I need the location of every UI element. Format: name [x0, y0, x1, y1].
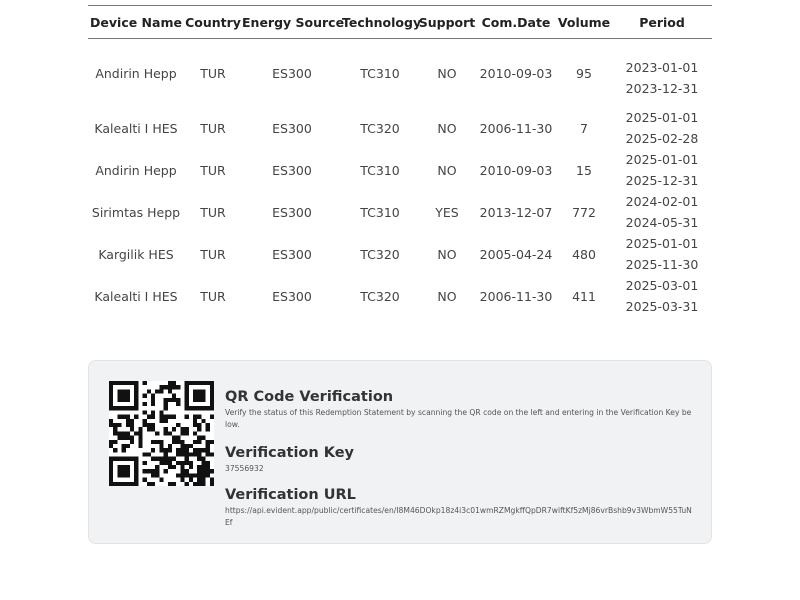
column-header: Energy Source: [242, 14, 345, 30]
column-header: Device Name: [90, 14, 182, 30]
device-name-cell: Kargilik HES: [98, 246, 174, 262]
period-start: 2023-01-01: [625, 60, 699, 75]
country-cell: TUR: [200, 204, 226, 220]
period-start: 2025-01-01: [625, 152, 699, 167]
technology-cell: TC320: [360, 288, 400, 304]
verification-url-block: [225, 487, 693, 529]
period-start: 2024-02-01: [625, 194, 699, 209]
support-cell: NO: [437, 162, 457, 178]
period-cell: [612, 275, 712, 317]
volume-cell: 772: [572, 204, 596, 220]
country-cell: TUR: [200, 246, 226, 262]
technology-cell: TC310: [360, 204, 400, 220]
period-cell: [612, 233, 712, 275]
com-date-cell: 2010-09-03: [479, 162, 553, 178]
com-date-cell: 2013-12-07: [479, 204, 553, 220]
volume-cell: 480: [572, 246, 596, 262]
support-cell: YES: [435, 204, 459, 220]
support-cell: NO: [437, 120, 457, 136]
volume-cell: 411: [572, 288, 596, 304]
period-end: 2025-11-30: [625, 257, 699, 272]
energy-source-cell: ES300: [272, 120, 312, 136]
device-name-cell: Sirimtas Hepp: [91, 204, 181, 220]
country-cell: TUR: [200, 65, 226, 81]
verification-key-title: Verification Key: [225, 445, 355, 461]
device-name-cell: Kalealti I HES: [94, 120, 178, 136]
device-table: [88, 5, 712, 317]
support-cell: NO: [437, 65, 457, 81]
table-row: [88, 149, 712, 191]
period-end: 2025-03-31: [625, 299, 699, 314]
energy-source-cell: ES300: [272, 288, 312, 304]
table-row: [88, 107, 712, 149]
period-end: 2023-12-31: [625, 81, 699, 96]
com-date-cell: 2010-09-03: [479, 65, 553, 81]
table-row: [88, 191, 712, 233]
energy-source-cell: ES300: [272, 204, 312, 220]
device-name-cell: Andirin Hepp: [95, 65, 177, 81]
com-date-cell: 2006-11-30: [479, 120, 553, 136]
device-table-container: [88, 5, 712, 317]
qr-verification-block: [225, 389, 693, 431]
technology-cell: TC310: [360, 162, 400, 178]
technology-cell: TC310: [360, 65, 400, 81]
column-header: Period: [639, 14, 685, 30]
verification-key-value: 37556932: [225, 464, 264, 473]
column-header: Country: [185, 14, 241, 30]
table-header-row: [88, 6, 712, 39]
device-name-cell: Andirin Hepp: [95, 162, 177, 178]
column-header: Volume: [557, 14, 611, 30]
device-name-cell: Kalealti I HES: [94, 288, 178, 304]
period-cell: [612, 149, 712, 191]
energy-source-cell: ES300: [272, 162, 312, 178]
qr-verification-title: QR Code Verification: [225, 389, 394, 405]
table-row: [88, 275, 712, 317]
technology-cell: TC320: [360, 246, 400, 262]
volume-cell: 15: [576, 162, 592, 178]
period-cell: [612, 191, 712, 233]
volume-cell: 95: [576, 65, 592, 81]
column-header: Technology: [342, 14, 422, 30]
table-row: [88, 39, 712, 108]
energy-source-cell: ES300: [272, 246, 312, 262]
qr-code-icon: [109, 381, 214, 486]
com-date-cell: 2005-04-24: [479, 246, 553, 262]
country-cell: TUR: [200, 288, 226, 304]
period-end: 2025-12-31: [625, 173, 699, 188]
verification-url-value[interactable]: https://api.evident.app/public/certificates/en/I8M46DOkp18z4i3c01wmRZMgkffQpDR7wiftKf5zMj86vrBshb9v3WbmW55TuNEf: [225, 506, 692, 527]
period-cell: [612, 107, 712, 149]
energy-source-cell: ES300: [272, 65, 312, 81]
period-cell: [612, 39, 712, 108]
column-header: Support: [418, 14, 476, 30]
period-start: 2025-01-01: [625, 236, 699, 251]
com-date-cell: 2006-11-30: [479, 288, 553, 304]
technology-cell: TC320: [360, 120, 400, 136]
support-cell: NO: [437, 246, 457, 262]
country-cell: TUR: [200, 120, 226, 136]
column-header: Com.Date: [481, 14, 551, 30]
support-cell: NO: [437, 288, 457, 304]
period-start: 2025-01-01: [625, 110, 699, 125]
period-end: 2025-02-28: [625, 131, 699, 146]
verification-key-block: [225, 445, 693, 475]
volume-cell: 7: [580, 120, 588, 136]
period-end: 2024-05-31: [625, 215, 699, 230]
country-cell: TUR: [200, 162, 226, 178]
qr-verification-description: Verify the status of this Redemption Statement by scanning the QR code on the left and entering in the Verification Key below.: [225, 408, 692, 429]
table-row: [88, 233, 712, 275]
verification-panel: [88, 360, 712, 544]
period-start: 2025-03-01: [625, 278, 699, 293]
verification-url-title: Verification URL: [225, 487, 356, 503]
